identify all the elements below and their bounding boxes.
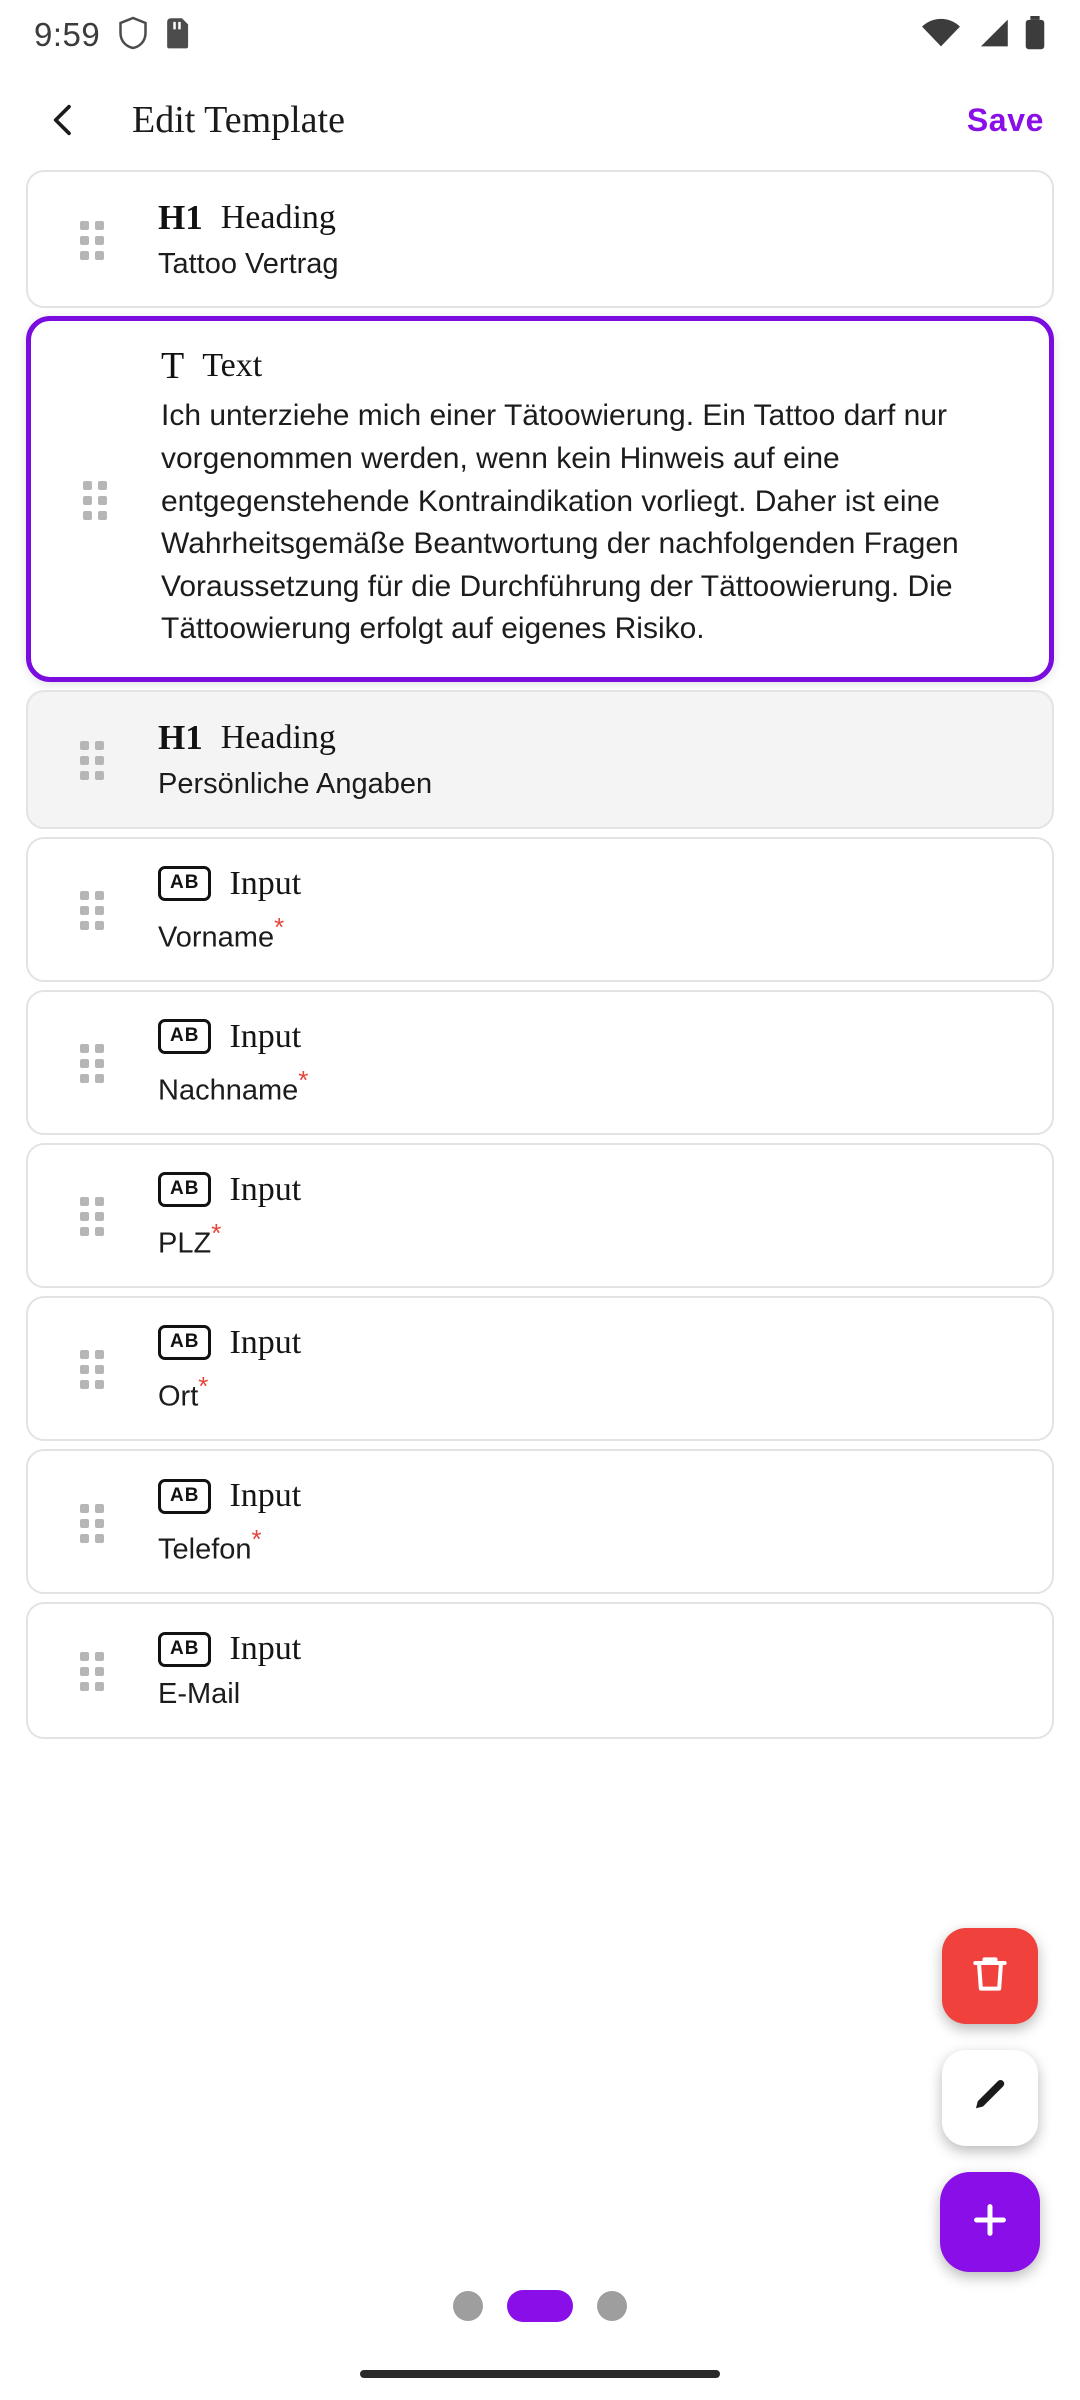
drag-handle-icon[interactable] <box>80 891 110 927</box>
drag-handle-icon[interactable] <box>80 1197 110 1233</box>
block-value: Telefon <box>158 1533 252 1566</box>
block-type-label: Text <box>202 347 263 385</box>
nav-pill-center[interactable] <box>507 2290 573 2322</box>
block-type-label: Input <box>229 1323 302 1361</box>
delete-fab[interactable] <box>942 1928 1038 2024</box>
block-value: E-Mail <box>158 1678 241 1711</box>
template-block[interactable] <box>26 690 1054 828</box>
block-value: Nachname <box>158 1074 299 1107</box>
add-fab[interactable] <box>940 2172 1040 2272</box>
block-label-row <box>158 1066 1022 1107</box>
block-label-row <box>158 1219 1022 1260</box>
back-arrow-icon[interactable] <box>36 92 92 148</box>
drag-handle-icon[interactable] <box>83 481 113 517</box>
pencil-icon <box>969 2075 1011 2122</box>
save-button[interactable]: Save <box>966 101 1044 138</box>
wifi-icon <box>922 18 960 53</box>
block-label-row <box>158 1372 1022 1413</box>
block-value: Ich unterziehe mich einer Tätoowierung. Ein Tattoo darf nur vorgenommen werden, wenn kein Hinweis auf eine entgegenstehende Kontraindikation vorliegt. Daher ist eine Wahrheitsgemäße Beantwortung der nachfolgenden Fragen Voraussetzung für die Durchführung der Tättoowierung. Die Tättoowierung erfolgt auf eigenes Risiko. <box>161 399 959 646</box>
required-marker: * <box>251 1524 262 1554</box>
block-value: Ort <box>158 1380 199 1413</box>
status-bar <box>0 0 1080 70</box>
sd-card-icon <box>164 17 190 54</box>
shield-icon <box>118 16 148 55</box>
block-type-label: Heading <box>220 199 336 236</box>
block-header <box>158 718 1022 758</box>
template-block[interactable] <box>26 1143 1054 1288</box>
block-value: Tattoo Vertrag <box>158 248 339 280</box>
status-time: 9:59 <box>34 16 101 53</box>
block-type-label: Input <box>229 864 302 902</box>
template-block[interactable] <box>26 1449 1054 1594</box>
input-badge: AB <box>158 1325 211 1360</box>
block-type-label: Input <box>229 1477 302 1514</box>
drag-handle-icon[interactable] <box>80 1044 110 1080</box>
battery-icon <box>1024 16 1046 55</box>
plus-icon <box>967 2197 1013 2248</box>
required-marker: * <box>211 1217 222 1248</box>
template-block-list[interactable] <box>0 170 1080 1739</box>
template-block[interactable] <box>26 1296 1054 1441</box>
template-block[interactable] <box>26 170 1054 308</box>
drag-handle-icon[interactable] <box>80 741 110 777</box>
template-block-selected[interactable] <box>26 316 1054 682</box>
block-header <box>158 1324 1022 1362</box>
status-right-icons <box>922 16 1046 55</box>
heading-badge: H1 <box>158 718 203 758</box>
text-badge: T <box>161 345 185 388</box>
block-label-row <box>158 913 1022 954</box>
signal-icon <box>974 18 1010 53</box>
edit-fab[interactable] <box>942 2050 1038 2146</box>
required-marker: * <box>198 1370 209 1401</box>
fab-stack <box>940 1928 1040 2272</box>
block-header <box>161 345 1019 388</box>
template-block[interactable] <box>26 990 1054 1135</box>
input-badge: AB <box>158 866 211 901</box>
input-badge: AB <box>158 1632 211 1667</box>
block-type-label: Input <box>229 1630 302 1668</box>
block-header <box>158 198 1022 238</box>
drag-handle-icon[interactable] <box>80 1350 110 1386</box>
status-left-icons <box>118 16 190 55</box>
block-value: PLZ <box>158 1227 212 1260</box>
app-bar <box>0 70 1080 170</box>
block-header <box>158 1171 1022 1209</box>
trash-icon <box>968 1952 1012 2001</box>
block-header <box>158 1477 1022 1515</box>
input-badge: AB <box>158 1479 211 1514</box>
nav-dot-left[interactable] <box>453 2291 483 2321</box>
template-block[interactable] <box>26 837 1054 982</box>
nav-dot-right[interactable] <box>597 2291 627 2321</box>
template-block[interactable] <box>26 1602 1054 1738</box>
block-value: Persönliche Angaben <box>158 768 433 801</box>
drag-handle-icon[interactable] <box>80 221 110 257</box>
block-value: Vorname <box>158 921 275 954</box>
input-badge: AB <box>158 1172 211 1207</box>
block-header <box>158 865 1022 903</box>
block-type-label: Input <box>229 1017 302 1055</box>
drag-handle-icon[interactable] <box>80 1652 110 1688</box>
block-type-label: Heading <box>220 719 336 757</box>
required-marker: * <box>274 911 285 942</box>
block-header <box>158 1630 1022 1668</box>
drag-handle-icon[interactable] <box>80 1504 110 1540</box>
block-header <box>158 1018 1022 1056</box>
home-indicator[interactable] <box>360 2370 720 2378</box>
required-marker: * <box>298 1064 309 1095</box>
bottom-nav-indicator <box>0 2290 1080 2322</box>
block-label-row <box>158 1525 1022 1566</box>
block-type-label: Input <box>229 1170 302 1208</box>
page-title: Edit Template <box>132 99 345 141</box>
input-badge: AB <box>158 1019 211 1054</box>
heading-badge: H1 <box>158 198 203 237</box>
